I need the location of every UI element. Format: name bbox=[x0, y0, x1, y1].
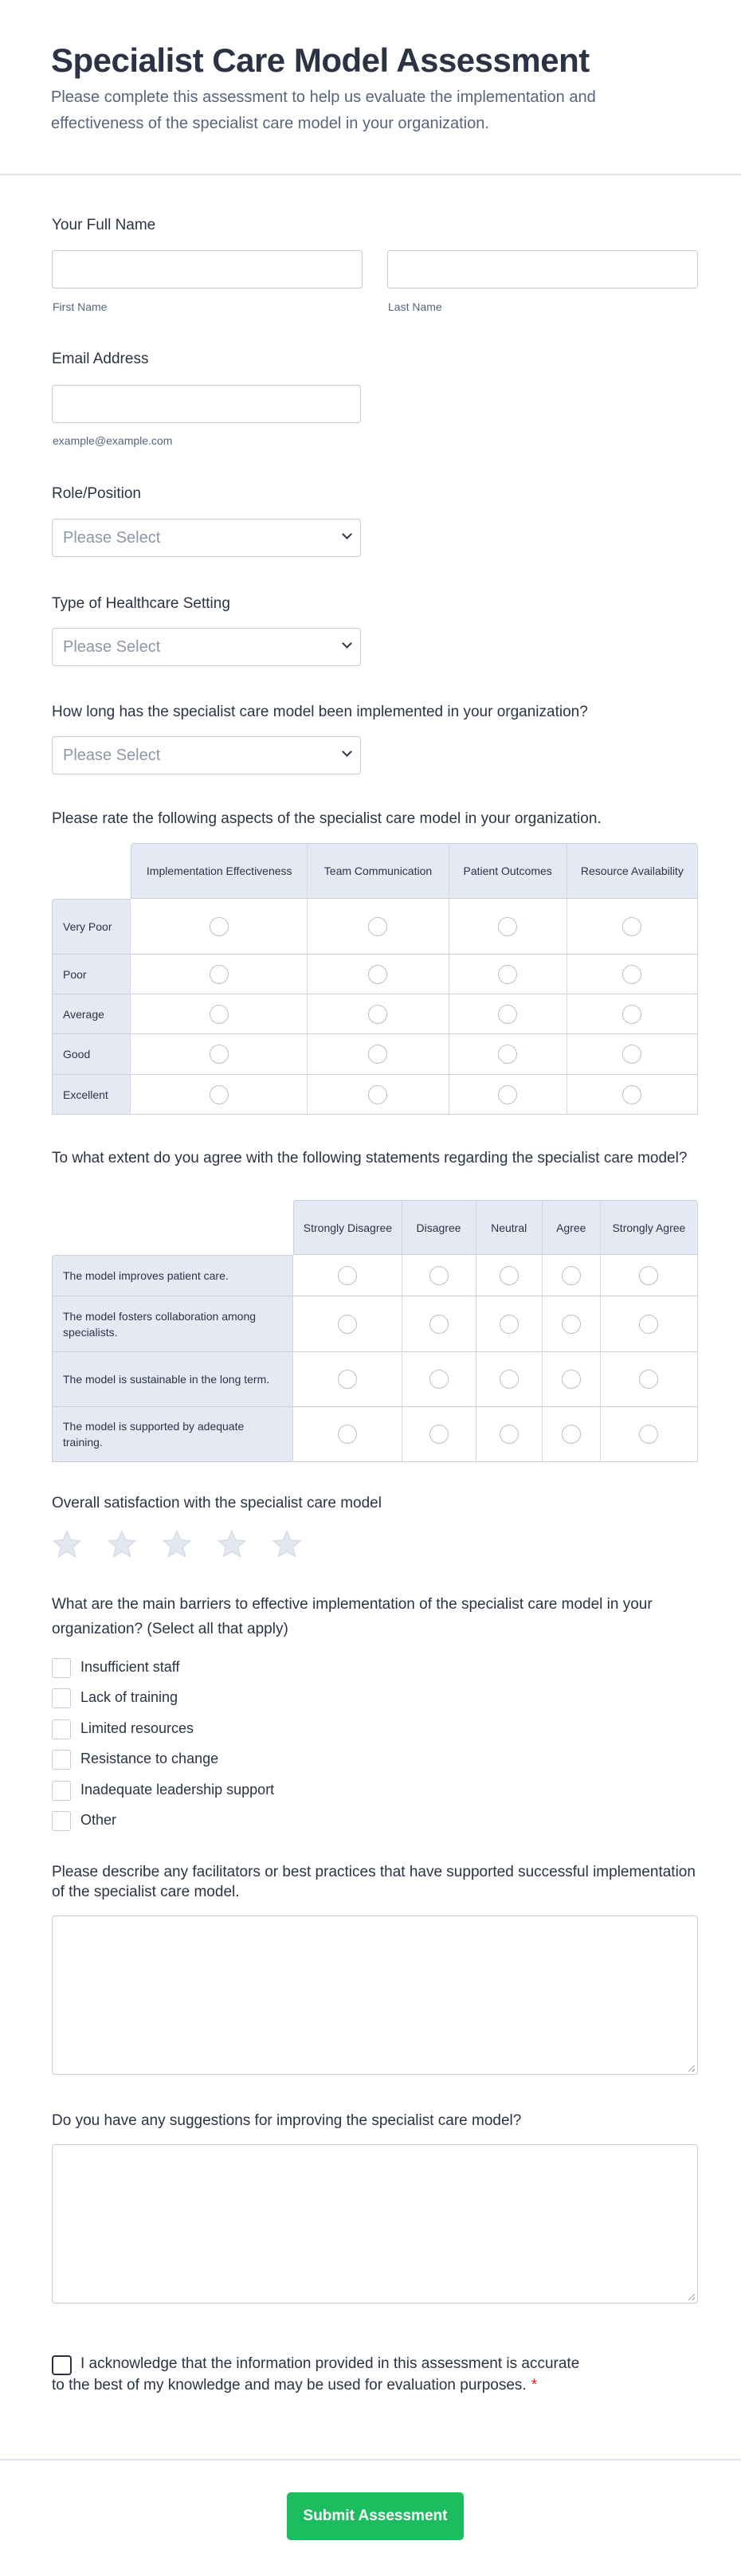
duration-select[interactable] bbox=[52, 736, 361, 774]
radio-button[interactable] bbox=[429, 1425, 449, 1444]
satisfaction-label: Overall satisfaction with the specialist care model bbox=[52, 1495, 382, 1511]
matrix-cell bbox=[131, 955, 308, 994]
matrix-cell bbox=[402, 1255, 476, 1296]
matrix-cell bbox=[293, 1255, 402, 1296]
setting-select[interactable] bbox=[52, 628, 361, 666]
matrix-row bbox=[52, 1352, 698, 1407]
matrix-cell bbox=[543, 1255, 601, 1296]
role-select[interactable] bbox=[52, 519, 361, 557]
radio-button[interactable] bbox=[498, 1045, 517, 1064]
matrix-row bbox=[52, 1075, 698, 1115]
agreement-matrix bbox=[52, 1200, 698, 1462]
matrix-cell bbox=[402, 1407, 476, 1462]
matrix-row bbox=[52, 1034, 698, 1075]
matrix-cell bbox=[308, 1075, 449, 1115]
matrix-cell bbox=[449, 899, 567, 955]
star-icon[interactable] bbox=[106, 1528, 138, 1560]
matrix-cell bbox=[449, 1075, 567, 1115]
matrix-row-label: The model fosters collaboration among specialists. bbox=[52, 1296, 293, 1352]
last-name-input[interactable] bbox=[387, 250, 698, 288]
checkbox[interactable] bbox=[52, 1719, 71, 1739]
radio-button[interactable] bbox=[368, 1045, 387, 1064]
matrix-header-row bbox=[52, 1200, 698, 1255]
radio-button[interactable] bbox=[500, 1370, 519, 1389]
matrix-cell bbox=[449, 994, 567, 1034]
email-input[interactable] bbox=[52, 385, 361, 423]
matrix-row bbox=[52, 955, 698, 994]
matrix-cell bbox=[543, 1352, 601, 1407]
matrix-column-header: Neutral bbox=[476, 1200, 543, 1255]
matrix-row-label: Good bbox=[52, 1034, 131, 1075]
radio-button[interactable] bbox=[622, 917, 641, 936]
chevron-down-icon bbox=[342, 638, 352, 649]
radio-button[interactable] bbox=[210, 1085, 229, 1104]
matrix-row bbox=[52, 994, 698, 1034]
matrix-cell bbox=[449, 1034, 567, 1075]
radio-button[interactable] bbox=[210, 1045, 229, 1064]
star-icon[interactable] bbox=[51, 1528, 83, 1560]
matrix-column-header: Implementation Effectiveness bbox=[131, 843, 308, 899]
radio-button[interactable] bbox=[562, 1266, 581, 1285]
matrix-cell bbox=[601, 1255, 698, 1296]
radio-button[interactable] bbox=[639, 1370, 658, 1389]
matrix-row bbox=[52, 1255, 698, 1296]
matrix-cell bbox=[131, 1034, 308, 1075]
facilitators-textarea[interactable] bbox=[52, 1915, 698, 2075]
barrier-option[interactable] bbox=[52, 1750, 370, 1770]
matrix-cell bbox=[567, 994, 698, 1034]
matrix-row-label: Average bbox=[52, 994, 131, 1034]
matrix-cell bbox=[476, 1255, 543, 1296]
role-select-value: Please Select bbox=[63, 529, 161, 547]
matrix-column-header: Strongly Agree bbox=[601, 1200, 698, 1255]
radio-button[interactable] bbox=[368, 1005, 387, 1024]
checkbox-label: Limited resources bbox=[80, 1720, 194, 1736]
matrix-cell bbox=[567, 899, 698, 955]
checkbox[interactable] bbox=[52, 1750, 71, 1770]
email-label: Email Address bbox=[52, 351, 149, 367]
first-name-input[interactable] bbox=[52, 250, 363, 288]
radio-button[interactable] bbox=[429, 1370, 449, 1389]
radio-button[interactable] bbox=[622, 965, 641, 984]
radio-button[interactable] bbox=[498, 917, 517, 936]
radio-button[interactable] bbox=[562, 1315, 581, 1334]
radio-button[interactable] bbox=[498, 1085, 517, 1104]
matrix-row-label: Excellent bbox=[52, 1075, 131, 1115]
email-sublabel: example@example.com bbox=[53, 434, 173, 447]
suggestions-textarea[interactable] bbox=[52, 2144, 698, 2304]
first-name-sublabel: First Name bbox=[53, 300, 108, 313]
role-label: Role/Position bbox=[52, 485, 141, 502]
radio-button[interactable] bbox=[338, 1370, 357, 1389]
matrix-column-header: Disagree bbox=[402, 1200, 476, 1255]
full-name-label: Your Full Name bbox=[52, 217, 156, 233]
radio-button[interactable] bbox=[622, 1085, 641, 1104]
matrix-column-header: Team Communication bbox=[308, 843, 449, 899]
matrix-cell bbox=[567, 1075, 698, 1115]
radio-button[interactable] bbox=[429, 1266, 449, 1285]
matrix-cell bbox=[402, 1296, 476, 1352]
radio-button[interactable] bbox=[429, 1315, 449, 1334]
barrier-option[interactable] bbox=[52, 1781, 370, 1802]
matrix-row-label: The model is sustainable in the long term. bbox=[52, 1352, 293, 1407]
radio-button[interactable] bbox=[498, 965, 517, 984]
radio-button[interactable] bbox=[622, 1005, 641, 1024]
matrix-row bbox=[52, 899, 698, 955]
last-name-sublabel: Last Name bbox=[388, 300, 442, 313]
submit-button[interactable]: Submit Assessment bbox=[287, 2492, 464, 2540]
matrix-column-header: Agree bbox=[543, 1200, 601, 1255]
matrix-cell bbox=[308, 994, 449, 1034]
matrix-cell bbox=[601, 1407, 698, 1462]
matrix-cell bbox=[293, 1407, 402, 1462]
radio-button[interactable] bbox=[338, 1266, 357, 1285]
setting-label: Type of Healthcare Setting bbox=[52, 595, 230, 612]
matrix-cell bbox=[476, 1296, 543, 1352]
checkbox-label: Lack of training bbox=[80, 1689, 178, 1705]
radio-button[interactable] bbox=[500, 1315, 519, 1334]
page-subtitle: Please complete this assessment to help us evaluate the implementation and effectiveness of the specialist care model in your organization. bbox=[51, 88, 596, 132]
barrier-option[interactable] bbox=[52, 1658, 370, 1679]
checkbox[interactable] bbox=[52, 1658, 71, 1678]
matrix-cell bbox=[449, 955, 567, 994]
checkbox-label: Inadequate leadership support bbox=[80, 1782, 275, 1798]
checkbox-label: Resistance to change bbox=[80, 1751, 219, 1766]
facilitators-question: Please describe any facilitators or best practices that have supported successful implementation of the specialist care model. bbox=[52, 1864, 696, 1900]
star-icon[interactable] bbox=[271, 1528, 303, 1560]
matrix-corner bbox=[52, 843, 131, 899]
resize-handle-icon[interactable] bbox=[688, 2294, 695, 2300]
checkbox-label: Other bbox=[80, 1812, 117, 1828]
required-mark: * bbox=[531, 2377, 538, 2394]
matrix-cell bbox=[402, 1352, 476, 1407]
matrix-cell bbox=[308, 1034, 449, 1075]
radio-button[interactable] bbox=[210, 965, 229, 984]
resize-handle-icon[interactable] bbox=[688, 2065, 695, 2072]
matrix-cell bbox=[308, 955, 449, 994]
star-icon[interactable] bbox=[161, 1528, 193, 1560]
matrix-corner bbox=[52, 1200, 293, 1255]
radio-button[interactable] bbox=[210, 1005, 229, 1024]
matrix-cell bbox=[131, 899, 308, 955]
matrix-cell bbox=[567, 1034, 698, 1075]
agree-question: To what extent do you agree with the following statements regarding the specialist care model? bbox=[52, 1150, 688, 1166]
chevron-down-icon bbox=[342, 529, 352, 539]
radio-button[interactable] bbox=[368, 917, 387, 936]
acknowledge-label: I acknowledge that the information provided in this assessment is accurate to the best of my knowledge and may be used for evaluation purposes. bbox=[52, 2355, 580, 2394]
radio-button[interactable] bbox=[500, 1266, 519, 1285]
radio-button[interactable] bbox=[639, 1425, 658, 1444]
matrix-row-label: The model improves patient care. bbox=[52, 1255, 293, 1296]
matrix-column-header: Strongly Disagree bbox=[293, 1200, 402, 1255]
matrix-cell bbox=[543, 1407, 601, 1462]
barrier-option[interactable] bbox=[52, 1811, 370, 1832]
matrix-column-header: Resource Availability bbox=[567, 843, 698, 899]
matrix-cell bbox=[293, 1296, 402, 1352]
barrier-option[interactable] bbox=[52, 1719, 370, 1740]
radio-button[interactable] bbox=[338, 1315, 357, 1334]
radio-button[interactable] bbox=[210, 917, 229, 936]
radio-button[interactable] bbox=[639, 1266, 658, 1285]
chevron-down-icon bbox=[342, 747, 352, 757]
matrix-cell bbox=[293, 1352, 402, 1407]
radio-button[interactable] bbox=[368, 1085, 387, 1104]
radio-button[interactable] bbox=[639, 1315, 658, 1334]
matrix-row bbox=[52, 1296, 698, 1352]
matrix-cell bbox=[601, 1352, 698, 1407]
matrix-row-label: Poor bbox=[52, 955, 131, 994]
radio-button[interactable] bbox=[622, 1045, 641, 1064]
matrix-cell bbox=[601, 1296, 698, 1352]
duration-select-value: Please Select bbox=[63, 747, 161, 764]
matrix-cell bbox=[476, 1407, 543, 1462]
checkbox-label: Insufficient staff bbox=[80, 1659, 180, 1675]
setting-select-value: Please Select bbox=[63, 638, 161, 656]
checkbox[interactable] bbox=[52, 1688, 71, 1708]
checkbox[interactable] bbox=[52, 1811, 71, 1831]
footer-divider bbox=[0, 2459, 741, 2460]
radio-button[interactable] bbox=[338, 1425, 357, 1444]
matrix-row-label: The model is supported by adequate training. bbox=[52, 1407, 293, 1462]
matrix-cell bbox=[567, 955, 698, 994]
matrix-cell bbox=[308, 899, 449, 955]
matrix-cell bbox=[131, 994, 308, 1034]
matrix-cell bbox=[543, 1296, 601, 1352]
checkbox[interactable] bbox=[52, 1781, 71, 1801]
radio-button[interactable] bbox=[562, 1425, 581, 1444]
matrix-row bbox=[52, 1407, 698, 1462]
rating-matrix bbox=[52, 843, 698, 1115]
matrix-column-header: Patient Outcomes bbox=[449, 843, 567, 899]
radio-button[interactable] bbox=[368, 965, 387, 984]
star-icon[interactable] bbox=[216, 1528, 248, 1560]
matrix-cell bbox=[476, 1352, 543, 1407]
rating-question: Please rate the following aspects of the specialist care model in your organization. bbox=[52, 810, 602, 827]
duration-label: How long has the specialist care model been implemented in your organization? bbox=[52, 704, 588, 720]
barriers-question: What are the main barriers to effective implementation of the specialist care model in your organization? (Select all that apply) bbox=[52, 1596, 653, 1637]
acknowledge-text bbox=[52, 2353, 594, 2396]
header-divider bbox=[0, 174, 741, 175]
radio-button[interactable] bbox=[562, 1370, 581, 1389]
radio-button[interactable] bbox=[498, 1005, 517, 1024]
page-title: Specialist Care Model Assessment bbox=[51, 41, 590, 79]
barrier-option[interactable] bbox=[52, 1688, 370, 1709]
radio-button[interactable] bbox=[500, 1425, 519, 1444]
suggestions-question: Do you have any suggestions for improving the specialist care model? bbox=[52, 2112, 522, 2129]
matrix-cell bbox=[131, 1075, 308, 1115]
matrix-row-label: Very Poor bbox=[52, 899, 131, 955]
matrix-header-row bbox=[52, 843, 698, 899]
